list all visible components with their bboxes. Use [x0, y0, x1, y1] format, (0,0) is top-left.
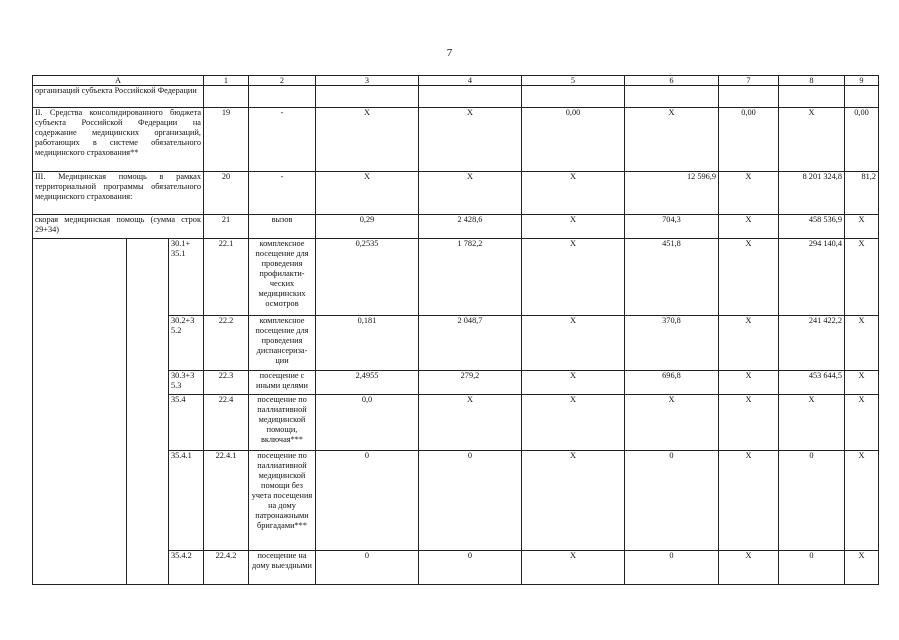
value-cell: 453 644,5	[779, 371, 845, 395]
value-cell: X	[845, 316, 879, 371]
value-cell: 12 596,9	[625, 172, 719, 215]
source-rows: 30.2+3 5.2	[169, 316, 204, 371]
value-cell: 0	[625, 551, 719, 585]
row-label: скорая медицинская помощь (сумма строк 29+34)	[33, 215, 204, 239]
row-number: 22.2	[204, 316, 249, 371]
value-cell: 294 140,4	[779, 239, 845, 316]
unit-cell: -	[249, 108, 316, 172]
value-cell: 2 428,6	[419, 215, 522, 239]
source-rows: 30.3+3 5.3	[169, 371, 204, 395]
header-cell-5: 5	[522, 76, 625, 86]
value-cell: 0,00	[845, 108, 879, 172]
value-cell: 704,3	[625, 215, 719, 239]
row-label: организаций субъекта Российской Федерации	[33, 86, 204, 108]
value-cell: X	[522, 395, 625, 451]
value-cell: 0	[419, 551, 522, 585]
table-row	[33, 239, 879, 316]
value-cell: 0,29	[316, 215, 419, 239]
value-cell: 2 048,7	[419, 316, 522, 371]
table-row	[33, 215, 879, 239]
value-cell: 0	[316, 551, 419, 585]
table-row	[33, 108, 879, 172]
header-cell-4: 4	[419, 76, 522, 86]
value-cell: 696,8	[625, 371, 719, 395]
value-cell: X	[845, 395, 879, 451]
value-cell: 1 782,2	[419, 239, 522, 316]
value-cell: 279,2	[419, 371, 522, 395]
group-sum-label	[127, 239, 169, 585]
source-rows: 35.4.1	[169, 451, 204, 551]
value-cell: X	[845, 451, 879, 551]
unit-cell: посещение на дому выездными	[249, 551, 316, 585]
unit-cell: вызов	[249, 215, 316, 239]
value-cell: X	[419, 108, 522, 172]
table-row	[33, 172, 879, 215]
row-number: 22.4	[204, 395, 249, 451]
value-cell: X	[719, 551, 779, 585]
value-cell: X	[316, 172, 419, 215]
value-cell: 451,8	[625, 239, 719, 316]
group-label	[33, 239, 127, 585]
value-cell: 0,00	[719, 108, 779, 172]
header-cell-a: А	[33, 76, 204, 86]
value-cell: X	[522, 239, 625, 316]
unit-cell: комплексное посещение для проведения диспансериза-ции	[249, 316, 316, 371]
row-number: 21	[204, 215, 249, 239]
page-number: 7	[446, 47, 453, 59]
value-cell: 370,8	[625, 316, 719, 371]
unit-cell: посещение по паллиативной медицинской помощи, включая***	[249, 395, 316, 451]
header-cell-2: 2	[249, 76, 316, 86]
value-cell: X	[522, 371, 625, 395]
value-cell: X	[719, 371, 779, 395]
value-cell: 0,181	[316, 316, 419, 371]
value-cell: 0,2535	[316, 239, 419, 316]
value-cell: X	[522, 316, 625, 371]
header-cell-8: 8	[779, 76, 845, 86]
value-cell: X	[625, 395, 719, 451]
table-row	[33, 86, 879, 108]
value-cell: X	[419, 172, 522, 215]
value-cell: 0,00	[522, 108, 625, 172]
source-rows: 35.4.2	[169, 551, 204, 585]
value-cell: 0,0	[316, 395, 419, 451]
row-number: 22.4.1	[204, 451, 249, 551]
row-label: II. Средства консолидированного бюджета субъекта Российской Федерации на содержание медицинских организаций, работающих в системе обязательного медицинского страхования**	[33, 108, 204, 172]
value-cell: X	[845, 371, 879, 395]
header-row	[33, 76, 879, 86]
value-cell: X	[845, 215, 879, 239]
row-number: 22.4.2	[204, 551, 249, 585]
value-cell: X	[779, 108, 845, 172]
value-cell: X	[522, 172, 625, 215]
unit-cell: -	[249, 172, 316, 215]
header-cell-6: 6	[625, 76, 719, 86]
row-label: III. Медицинская помощь в рамках территориальной программы обязательного медицинского страхования:	[33, 172, 204, 215]
value-cell: 2,4955	[316, 371, 419, 395]
source-rows: 30.1+ 35.1	[169, 239, 204, 316]
value-cell: X	[719, 316, 779, 371]
source-rows: 35.4	[169, 395, 204, 451]
row-number: 20	[204, 172, 249, 215]
unit-cell: посещение с иными целями	[249, 371, 316, 395]
value-cell: X	[779, 395, 845, 451]
value-cell: 0	[779, 451, 845, 551]
unit-cell: комплексное посещение для проведения профилакти-ческих медицинских осмотров	[249, 239, 316, 316]
value-cell: X	[522, 551, 625, 585]
header-cell-3: 3	[316, 76, 419, 86]
value-cell: X	[522, 451, 625, 551]
value-cell: 8 201 324,8	[779, 172, 845, 215]
header-cell-7: 7	[719, 76, 779, 86]
financing-table	[32, 75, 879, 585]
value-cell: X	[625, 108, 719, 172]
row-number: 22.1	[204, 239, 249, 316]
header-cell-9: 9	[845, 76, 879, 86]
value-cell: 0	[419, 451, 522, 551]
value-cell: 81,2	[845, 172, 879, 215]
row-number: 22.3	[204, 371, 249, 395]
value-cell: X	[316, 108, 419, 172]
value-cell: X	[719, 215, 779, 239]
value-cell: 241 422,2	[779, 316, 845, 371]
unit-cell: посещение по паллиативной медицинской помощи без учета посещения на дому патронажными бригадами***	[249, 451, 316, 551]
header-cell-1: 1	[204, 76, 249, 86]
value-cell: X	[719, 451, 779, 551]
value-cell: 458 536,9	[779, 215, 845, 239]
value-cell: X	[719, 395, 779, 451]
value-cell: 0	[625, 451, 719, 551]
value-cell: 0	[316, 451, 419, 551]
value-cell: X	[845, 551, 879, 585]
value-cell: X	[845, 239, 879, 316]
value-cell: X	[719, 239, 779, 316]
row-number: 19	[204, 108, 249, 172]
value-cell: X	[719, 172, 779, 215]
value-cell: X	[522, 215, 625, 239]
value-cell: X	[419, 395, 522, 451]
value-cell: 0	[779, 551, 845, 585]
